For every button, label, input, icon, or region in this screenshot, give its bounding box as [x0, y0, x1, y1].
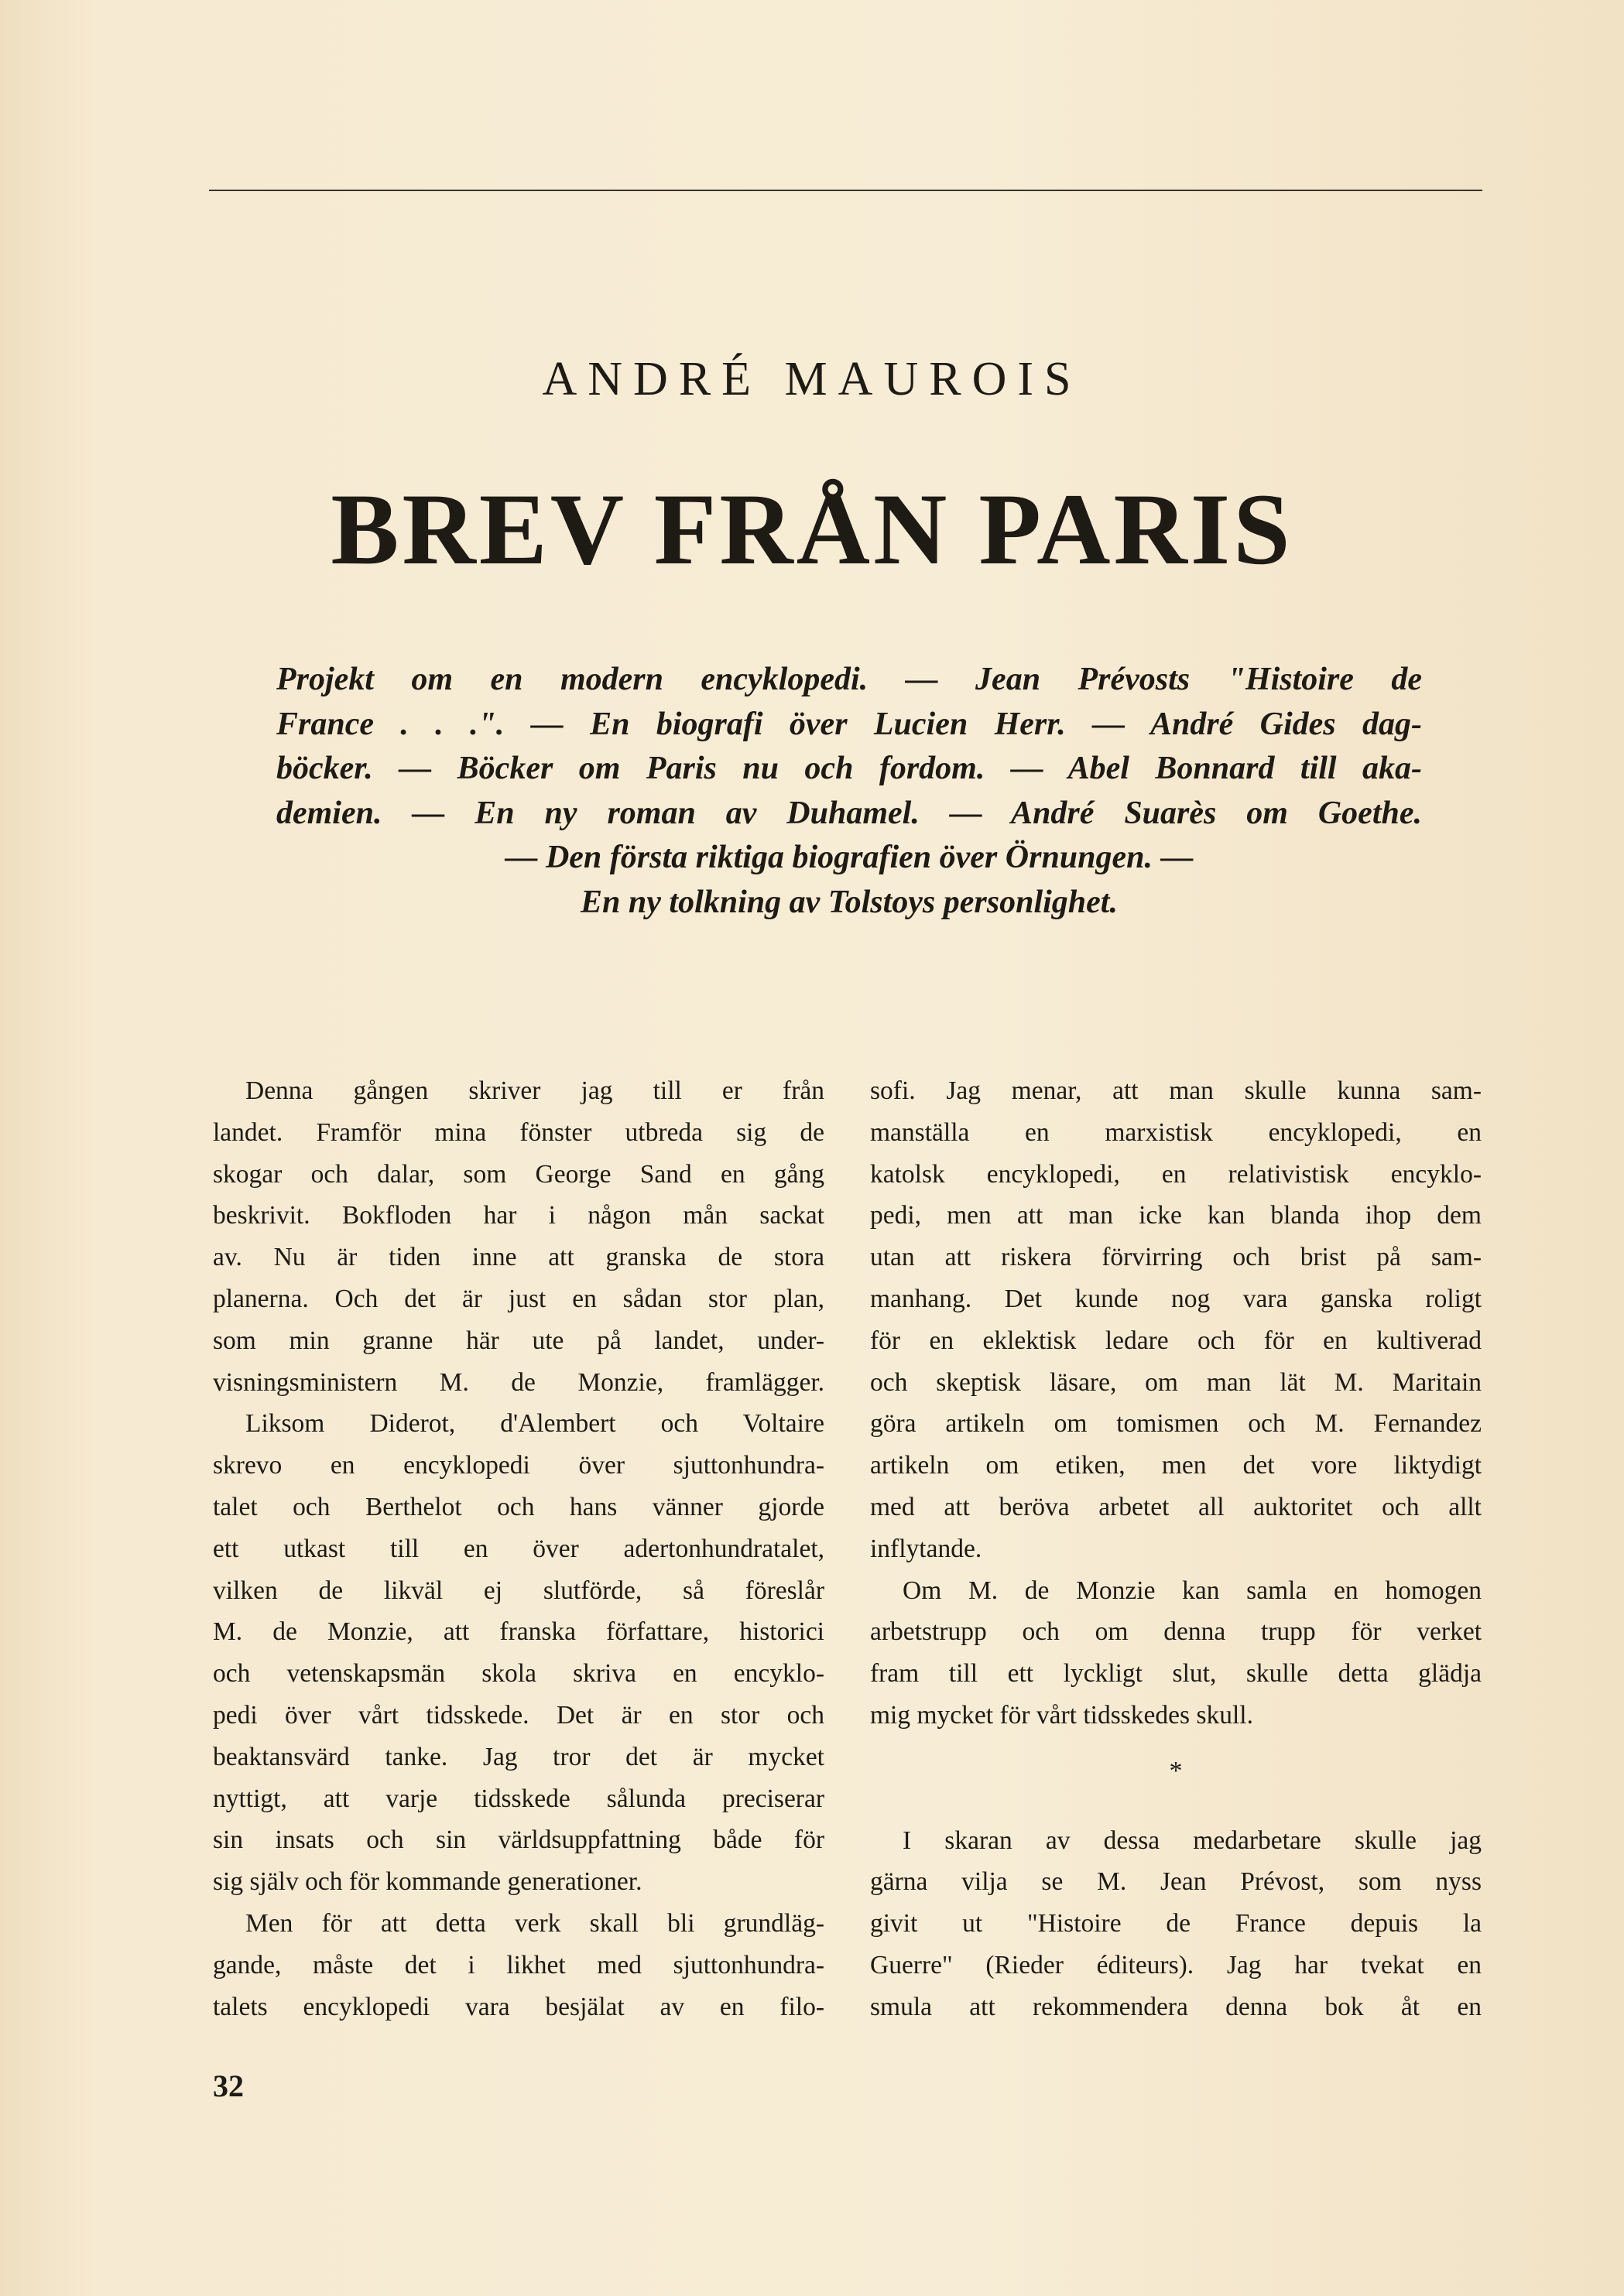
text-line: I skaran av dessa medarbetare skulle jag [903, 1826, 1482, 1855]
text-line: och vetenskapsmän skola skriva en encyklo- [213, 1659, 824, 1689]
left-column [213, 1070, 824, 2027]
text-line: beaktansvärd tanke. Jag tror det är mycket [213, 1742, 824, 1771]
text-line: Om M. de Monzie kan samla en homogen [903, 1576, 1482, 1605]
text-line: som min granne här ute på landet, under- [213, 1326, 824, 1355]
right-column [870, 1070, 1482, 2028]
text-line: arbetstrupp och om denna trupp för verket [870, 1617, 1482, 1647]
text-line: manhang. Det kunde nog vara ganska roligt [870, 1284, 1482, 1313]
text-line: beskrivit. Bokfloden har i någon mån sackat [213, 1201, 824, 1230]
text-line: med att beröva arbetet all auktoritet och allt [870, 1492, 1482, 1521]
text-line: för en eklektisk ledare och för en kultiverad [870, 1326, 1482, 1355]
article-title: BREV FRÅN PARIS [331, 472, 1293, 586]
text-line: planerna. Och det är just en sådan stor plan, [213, 1284, 824, 1313]
text-line: visningsministern M. de Monzie, framlägger. [213, 1367, 824, 1397]
text-line: vilken de likväl ej slutförde, så föreslår [213, 1576, 824, 1605]
article-summary [276, 658, 1422, 925]
summary-line: France . . .". — En biografi över Lucien Herr. — André Gides dag- [276, 706, 1422, 742]
text-line: fram till ett lyckligt slut, skulle detta glädja [870, 1659, 1482, 1689]
text-line: artikeln om etiken, men det vore liktydigt [870, 1451, 1482, 1480]
text-line: pedi, men att man icke kan blanda ihop dem [870, 1201, 1482, 1230]
text-line: Denna gången skriver jag till er från [245, 1076, 824, 1105]
text-line: talets encyklopedi vara besjälat av en filo- [213, 1992, 824, 2021]
text-line: och skeptisk läsare, om man lät M. Maritain [870, 1367, 1482, 1397]
text-line: manställa en marxistisk encyklopedi, en [870, 1117, 1482, 1147]
text-line: utan att riskera förvirring och brist på sam- [870, 1243, 1482, 1272]
text-line: talet och Berthelot och hans vänner gjorde [213, 1492, 824, 1521]
summary-line: böcker. — Böcker om Paris nu och fordom. — Abel Bonnard till aka- [276, 751, 1422, 786]
text-line: Liksom Diderot, d'Alembert och Voltaire [245, 1409, 824, 1439]
text-line: mig mycket för vårt tidsskedes skull. [870, 1700, 1253, 1730]
text-line: sofi. Jag menar, att man skulle kunna sam- [870, 1076, 1482, 1105]
summary-line: Projekt om en modern encyklopedi. — Jean Prévosts "Histoire de [276, 662, 1422, 697]
text-line: givit ut "Histoire de France depuis la [870, 1909, 1482, 1938]
text-line: nyttigt, att varje tidsskede sålunda preciserar [213, 1784, 824, 1813]
page-number: 32 [213, 2068, 244, 2103]
text-line: smula att rekommendera denna bok åt en [870, 1992, 1482, 2021]
text-line: gande, måste det i likhet med sjuttonhundra- [213, 1950, 824, 1979]
text-line: Men för att detta verk skall bli grundläg- [245, 1908, 824, 1938]
text-line: göra artikeln om tomismen och M. Fernandez [870, 1409, 1482, 1439]
text-line: skrevo en encyklopedi över sjuttonhundra- [213, 1451, 824, 1480]
spacer [870, 1792, 1482, 1820]
text-line: inflytande. [870, 1534, 982, 1563]
text-line: av. Nu är tiden inne att granska de stora [213, 1243, 824, 1272]
text-line: skogar och dalar, som George Sand en gång [213, 1159, 824, 1189]
summary-line: demien. — En ny roman av Duhamel. — André Suarès om Goethe. [276, 795, 1422, 831]
author-name: ANDRÉ MAUROIS [542, 353, 1082, 405]
summary-line: En ny tolkning av Tolstoys personlighet. [581, 884, 1118, 920]
text-line: sin insats och sin världsuppfattning både för [213, 1826, 824, 1855]
text-line: sig själv och för kommande generationer. [213, 1867, 642, 1897]
text-line: M. de Monzie, att franska författare, historici [213, 1617, 824, 1647]
section-separator: * [1169, 1756, 1183, 1785]
text-line: pedi över vårt tidsskede. Det är en stor och [213, 1700, 824, 1730]
text-line: gärna vilja se M. Jean Prévost, som nyss [870, 1867, 1482, 1897]
text-line: Guerre" (Rieder éditeurs). Jag har tvekat en [870, 1950, 1482, 1979]
summary-line: — Den första riktiga biografien över Örnungen. — [505, 840, 1194, 875]
text-line: landet. Framför mina fönster utbreda sig de [213, 1117, 824, 1147]
text-line: katolsk encyklopedi, en relativistisk encyklo- [870, 1159, 1482, 1189]
header-rule [209, 190, 1482, 191]
text-line: ett utkast till en över adertonhundratalet, [213, 1534, 824, 1563]
